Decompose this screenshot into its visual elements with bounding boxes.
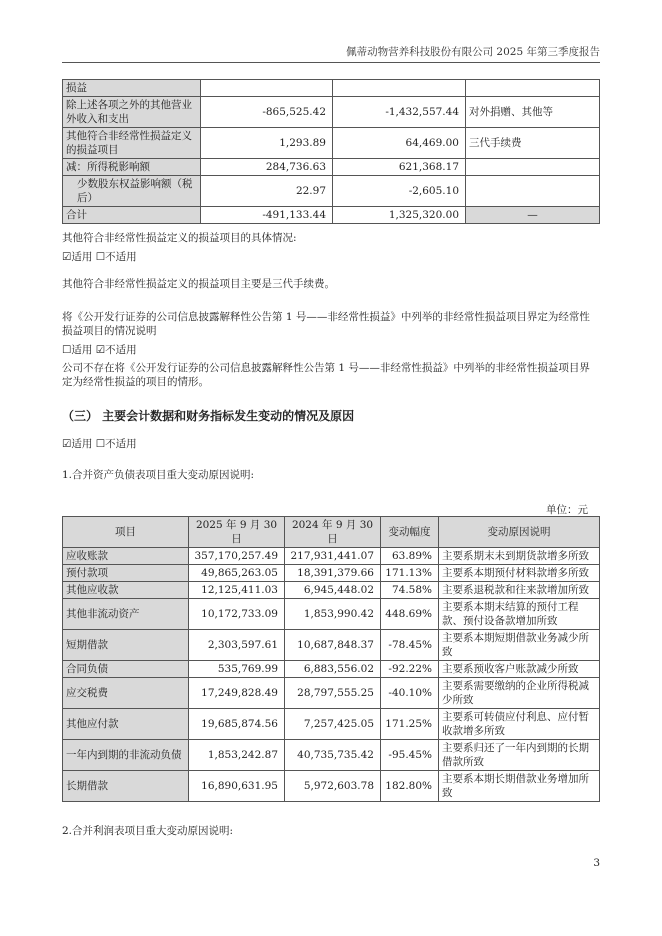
table-row: 除上述各项之外的其他营业外收入和支出 -865,525.42 -1,432,557.44 对外捐赠、其他等 (63, 97, 600, 128)
table-row: 其他符合非经常性损益定义的损益项目 1,293.89 64,469.00 三代手续费 (63, 128, 600, 159)
section-title: （三） 主要会计数据和财务指标发生变动的情况及原因 (62, 409, 355, 423)
table-row: 合同负债 535,769.99 6,883,556.02 -92.22% 主要系预收客户账款减少所致 (63, 661, 600, 678)
applicable-checkbox: ☐适用 ☑不适用 (62, 344, 137, 356)
table-row: 短期借款 2,303,597.61 10,687,848.37 -78.45% 主要系本期短期借款业务减少所致 (63, 630, 600, 661)
table-row: 减：所得税影响额 284,736.63 621,368.17 (63, 159, 600, 176)
paragraph: 公司不存在将《公开发行证券的公司信息披露解释性公告第 1 号——非经常性损益》中列举的非经常性损益项目界定为经常性损益的项目的情形。 (62, 362, 590, 388)
row-label: 损益 (63, 80, 201, 97)
row-label: 除上述各项之外的其他营业外收入和支出 (63, 97, 201, 128)
table-row: 应交税费 17,249,828.49 28,797,555.25 -40.10% 主要系需要缴纳的企业所得税减少所致 (63, 678, 600, 709)
applicable-checkbox: ☑适用 ☐不适用 (62, 251, 137, 263)
table-row (63, 80, 600, 97)
table-row: 应收账款 357,170,257.49 217,931,441.07 63.89% 主要系期末未到期货款增多所致 (63, 548, 600, 565)
table-row: 长期借款 16,890,631.95 5,972,603.78 182.80% 主要系本期长期借款业务增加所致 (63, 771, 600, 802)
paragraph: 将《公开发行证券的公司信息披露解释性公告第 1 号——非经常性损益》中列举的非经常性损益项目界定为经常性损益项目的情况说明 (62, 311, 590, 337)
column-header: 2025 年 9 月 30 日 (189, 517, 285, 548)
page-header: 佩蒂动物营养科技股份有限公司 2025 年第三季度报告 (346, 46, 600, 58)
row-label: 其他符合非经常性损益定义的损益项目 (63, 128, 201, 159)
unit-label: 单位：元 (546, 504, 588, 516)
subsection-title: 1.合并资产负债表项目重大变动原因说明: (62, 469, 255, 481)
table-row: 合计 -491,133.44 1,325,320.00 — (63, 207, 600, 224)
applicable-checkbox: ☑适用 ☐不适用 (62, 438, 137, 450)
table-row: 其他应付款 19,685,874.56 7,257,425.05 171.25% 主要系可转债应付利息、应付暂收款增多所致 (63, 709, 600, 740)
column-header: 变动原因说明 (439, 517, 600, 548)
row-label: 减：所得税影响额 (63, 159, 201, 176)
paragraph: 其他符合非经常性损益定义的损益项目的具体情况: (62, 232, 297, 244)
table-row: 其他应收款 12,125,411.03 6,945,448.02 74.58% 主要系退税款和往来款增加所致 (63, 582, 600, 599)
header-rule (62, 62, 600, 63)
balance-sheet-changes-table (62, 516, 600, 802)
paragraph: 其他符合非经常性损益定义的损益项目主要是三代手续费。 (62, 278, 335, 290)
column-header: 项目 (63, 517, 189, 548)
row-label: 少数股东权益影响额（税后） (63, 176, 201, 207)
column-header: 2024 年 9 月 30 日 (285, 517, 381, 548)
table-row: 一年内到期的非流动负债 1,853,242.87 40,735,735.42 -95.45% 主要系归还了一年内到期的长期借款所致 (63, 740, 600, 771)
non-recurring-items-table (62, 79, 600, 224)
column-header: 变动幅度 (381, 517, 439, 548)
subsection-title: 2.合并利润表项目重大变动原因说明: (62, 825, 234, 837)
table-row: 预付款项 49,865,263.05 18,391,379.66 171.13% 主要系本期预付材料款增多所致 (63, 565, 600, 582)
table-header-row (63, 517, 600, 548)
row-label: 合计 (63, 207, 201, 224)
table-row: 其他非流动资产 10,172,733.09 1,853,990.42 448.69% 主要系本期末结算的预付工程款、预付设备款增加所致 (63, 599, 600, 630)
page-number: 3 (593, 857, 600, 869)
table-row: 少数股东权益影响额（税后） 22.97 -2,605.10 (63, 176, 600, 207)
